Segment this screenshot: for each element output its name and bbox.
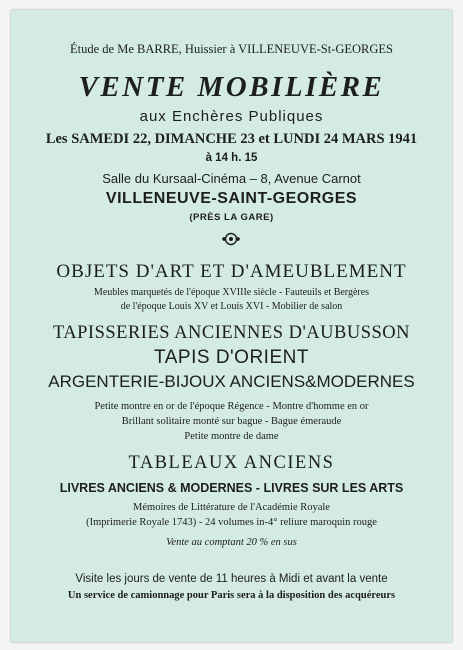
town: VILLENEUVE-SAINT-GEORGES	[105, 190, 358, 207]
bijoux-line-2: Brillant solitaire monté sur bague - Bague émeraude	[121, 416, 342, 427]
visite-line: Visite les jours de vente de 11 heures à Midi et avant la vente	[75, 573, 388, 585]
bijoux-line-3: Petite montre de dame	[184, 431, 279, 442]
sale-time: à 14 h. 15	[205, 152, 258, 164]
near-station: (PRÈS LA GARE)	[189, 212, 274, 223]
subtitle: aux Enchères Publiques	[139, 108, 324, 125]
tapis-heading: TAPIS D'ORIENT	[154, 347, 309, 368]
objets-line-2: de l'époque Louis XV et Louis XVI - Mobilier de salon	[120, 301, 343, 312]
camionnage-line: Un service de camionnage pour Paris sera à la disposition des acquéreurs	[67, 590, 396, 601]
etude-header: Étude de Me BARRE, Huissier à VILLENEUVE-St-GEORGES	[70, 42, 393, 56]
objets-line-1: Meubles marquetés de l'époque XVIIIe siècle - Fauteuils et Bergères	[93, 287, 370, 298]
tapisseries-heading: TAPISSERIES ANCIENNES D'AUBUSSON	[52, 323, 411, 343]
livres-line-2: (Imprimerie Royale 1743) - 24 volumes in-4° reliure maroquin rouge	[86, 517, 377, 528]
auction-poster	[11, 10, 452, 642]
sale-dates: Les SAMEDI 22, DIMANCHE 23 et LUNDI 24 MARS 1941	[45, 131, 418, 147]
vente-comptant: Vente au comptant 20 % en sus	[166, 537, 297, 548]
main-title: VENTE MOBILIÈRE	[78, 71, 385, 103]
venue: Salle du Kursaal-Cinéma – 8, Avenue Carnot	[102, 171, 361, 186]
livres-heading: LIVRES ANCIENS & MODERNES - LIVRES SUR LES ARTS	[59, 481, 404, 495]
tableaux-heading: TABLEAUX ANCIENS	[128, 453, 335, 473]
livres-line-1: Mémoires de Littérature de l'Académie Royale	[133, 502, 330, 513]
argenterie-heading: ARGENTERIE-BIJOUX ANCIENS&MODERNES	[48, 372, 415, 391]
objets-heading: OBJETS D'ART ET D'AMEUBLEMENT	[56, 261, 407, 282]
floral-ornament-icon	[221, 231, 241, 247]
bijoux-line-1: Petite montre en or de l'époque Régence - Montre d'homme en or	[94, 401, 369, 412]
